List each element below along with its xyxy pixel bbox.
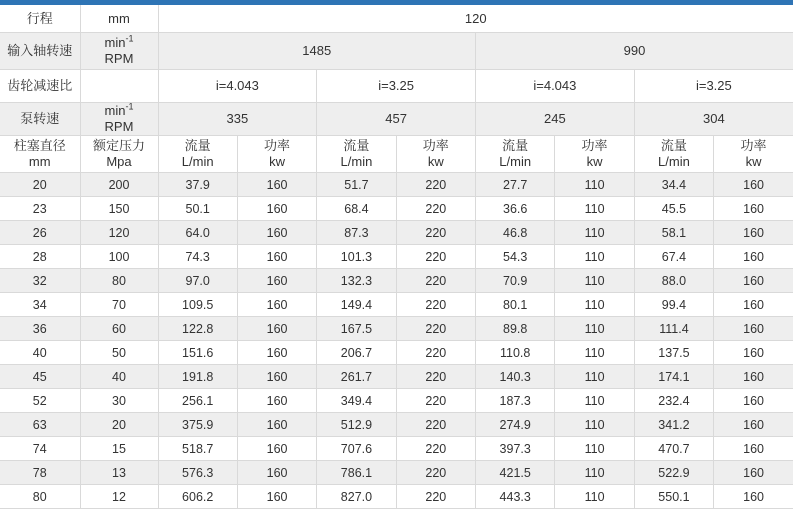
power-cell: 110 xyxy=(555,365,634,389)
plunger-diameter-cell: 23 xyxy=(0,197,80,221)
power-cell: 110 xyxy=(555,389,634,413)
power-header: 功率 kw xyxy=(237,136,316,173)
power-cell: 160 xyxy=(714,413,793,437)
table-row xyxy=(0,245,793,269)
plunger-diameter-cell: 63 xyxy=(0,413,80,437)
power-cell: 110 xyxy=(555,293,634,317)
flow-cell: 786.1 xyxy=(317,461,396,485)
gear-ratio-value: i=3.25 xyxy=(317,70,476,103)
power-cell: 110 xyxy=(555,413,634,437)
flow-cell: 132.3 xyxy=(317,269,396,293)
input-shaft-speed-label: 输入轴转速 xyxy=(0,33,80,70)
plunger-diameter-cell: 40 xyxy=(0,341,80,365)
power-cell: 160 xyxy=(714,365,793,389)
gear-ratio-unit-empty xyxy=(80,70,158,103)
rated-pressure-cell: 40 xyxy=(80,365,158,389)
flow-cell: 522.9 xyxy=(634,461,713,485)
flow-cell: 70.9 xyxy=(476,269,555,293)
power-cell: 220 xyxy=(396,485,475,509)
flow-cell: 206.7 xyxy=(317,341,396,365)
plunger-diameter-cell: 74 xyxy=(0,437,80,461)
power-cell: 160 xyxy=(237,389,316,413)
flow-cell: 67.4 xyxy=(634,245,713,269)
flow-cell: 137.5 xyxy=(634,341,713,365)
plunger-diameter-cell: 52 xyxy=(0,389,80,413)
flow-cell: 341.2 xyxy=(634,413,713,437)
power-cell: 220 xyxy=(396,413,475,437)
flow-cell: 101.3 xyxy=(317,245,396,269)
table-row xyxy=(0,485,793,509)
flow-cell: 34.4 xyxy=(634,173,713,197)
power-cell: 220 xyxy=(396,461,475,485)
flow-cell: 58.1 xyxy=(634,221,713,245)
flow-cell: 54.3 xyxy=(476,245,555,269)
power-cell: 160 xyxy=(714,485,793,509)
power-cell: 160 xyxy=(237,173,316,197)
power-cell: 110 xyxy=(555,269,634,293)
flow-cell: 707.6 xyxy=(317,437,396,461)
flow-cell: 443.3 xyxy=(476,485,555,509)
table-row xyxy=(0,221,793,245)
flow-cell: 109.5 xyxy=(158,293,237,317)
power-cell: 160 xyxy=(237,293,316,317)
input-shaft-speed-unit xyxy=(80,33,158,70)
rated-pressure-cell: 120 xyxy=(80,221,158,245)
flow-cell: 111.4 xyxy=(634,317,713,341)
pump-speed-value: 304 xyxy=(634,103,793,136)
gear-ratio-value: i=4.043 xyxy=(158,70,317,103)
flow-cell: 89.8 xyxy=(476,317,555,341)
flow-cell: 97.0 xyxy=(158,269,237,293)
power-cell: 160 xyxy=(714,269,793,293)
power-cell: 110 xyxy=(555,485,634,509)
power-cell: 220 xyxy=(396,293,475,317)
unit-superscript: -1 xyxy=(125,33,134,44)
flow-cell: 151.6 xyxy=(158,341,237,365)
power-cell: 160 xyxy=(237,461,316,485)
power-cell: 160 xyxy=(714,293,793,317)
plunger-diameter-cell: 20 xyxy=(0,173,80,197)
gear-ratio-row xyxy=(0,70,793,103)
rated-pressure-cell: 15 xyxy=(80,437,158,461)
table-row xyxy=(0,413,793,437)
plunger-diameter-cell: 36 xyxy=(0,317,80,341)
data-rows-body xyxy=(0,173,793,509)
power-cell: 160 xyxy=(237,485,316,509)
flow-cell: 74.3 xyxy=(158,245,237,269)
table-row xyxy=(0,173,793,197)
power-cell: 110 xyxy=(555,245,634,269)
gear-ratio-value: i=4.043 xyxy=(476,70,635,103)
flow-cell: 110.8 xyxy=(476,341,555,365)
power-cell: 160 xyxy=(714,389,793,413)
table-row xyxy=(0,389,793,413)
rated-pressure-cell: 80 xyxy=(80,269,158,293)
flow-cell: 87.3 xyxy=(317,221,396,245)
rated-pressure-cell: 12 xyxy=(80,485,158,509)
gear-ratio-label: 齿轮减速比 xyxy=(0,70,80,103)
rated-pressure-cell: 20 xyxy=(80,413,158,437)
unit-line2: RPM xyxy=(104,51,134,66)
rated-pressure-cell: 70 xyxy=(80,293,158,317)
table-row xyxy=(0,461,793,485)
power-header: 功率 kw xyxy=(396,136,475,173)
flow-cell: 274.9 xyxy=(476,413,555,437)
pump-speed-unit xyxy=(80,103,158,136)
pump-speed-label: 泵转速 xyxy=(0,103,80,136)
pump-spec-table xyxy=(0,5,793,509)
power-cell: 160 xyxy=(714,245,793,269)
stroke-row xyxy=(0,5,793,33)
flow-cell: 550.1 xyxy=(634,485,713,509)
flow-cell: 397.3 xyxy=(476,437,555,461)
power-cell: 160 xyxy=(237,365,316,389)
power-cell: 160 xyxy=(237,437,316,461)
power-cell: 110 xyxy=(555,197,634,221)
rated-pressure-cell: 30 xyxy=(80,389,158,413)
power-cell: 160 xyxy=(237,221,316,245)
unit-base: min xyxy=(104,103,126,118)
plunger-diameter-cell: 78 xyxy=(0,461,80,485)
power-cell: 160 xyxy=(714,197,793,221)
gear-ratio-value: i=3.25 xyxy=(634,70,793,103)
power-cell: 220 xyxy=(396,365,475,389)
stroke-value: 120 xyxy=(158,5,793,33)
rated-pressure-cell: 60 xyxy=(80,317,158,341)
input-shaft-speed-row xyxy=(0,33,793,70)
pump-speed-value: 335 xyxy=(158,103,317,136)
flow-cell: 256.1 xyxy=(158,389,237,413)
rated-pressure-cell: 50 xyxy=(80,341,158,365)
power-header: 功率 kw xyxy=(555,136,634,173)
flow-cell: 80.1 xyxy=(476,293,555,317)
flow-cell: 68.4 xyxy=(317,197,396,221)
flow-cell: 36.6 xyxy=(476,197,555,221)
power-header: 功率 kw xyxy=(714,136,793,173)
table-row xyxy=(0,293,793,317)
power-cell: 220 xyxy=(396,221,475,245)
power-cell: 110 xyxy=(555,221,634,245)
power-cell: 160 xyxy=(237,197,316,221)
table-row xyxy=(0,269,793,293)
power-cell: 220 xyxy=(396,341,475,365)
rated-pressure-cell: 200 xyxy=(80,173,158,197)
table-row xyxy=(0,437,793,461)
flow-cell: 64.0 xyxy=(158,221,237,245)
flow-header: 流量 L/min xyxy=(158,136,237,173)
stroke-unit: mm xyxy=(80,5,158,33)
flow-cell: 122.8 xyxy=(158,317,237,341)
table-row xyxy=(0,197,793,221)
plunger-diameter-header: 柱塞直径 mm xyxy=(0,136,80,173)
rated-pressure-header: 额定压力 Mpa xyxy=(80,136,158,173)
rated-pressure-cell: 13 xyxy=(80,461,158,485)
power-cell: 220 xyxy=(396,437,475,461)
power-cell: 160 xyxy=(237,245,316,269)
plunger-diameter-cell: 32 xyxy=(0,269,80,293)
plunger-diameter-cell: 34 xyxy=(0,293,80,317)
flow-header: 流量 L/min xyxy=(634,136,713,173)
flow-cell: 375.9 xyxy=(158,413,237,437)
flow-cell: 576.3 xyxy=(158,461,237,485)
plunger-diameter-cell: 28 xyxy=(0,245,80,269)
power-cell: 160 xyxy=(237,317,316,341)
power-cell: 220 xyxy=(396,245,475,269)
flow-cell: 51.7 xyxy=(317,173,396,197)
flow-cell: 518.7 xyxy=(158,437,237,461)
power-cell: 110 xyxy=(555,173,634,197)
flow-cell: 232.4 xyxy=(634,389,713,413)
flow-cell: 50.1 xyxy=(158,197,237,221)
input-shaft-speed-value: 1485 xyxy=(158,33,476,70)
pump-speed-value: 457 xyxy=(317,103,476,136)
rated-pressure-cell: 100 xyxy=(80,245,158,269)
input-shaft-speed-value: 990 xyxy=(476,33,793,70)
power-cell: 160 xyxy=(714,221,793,245)
power-cell: 220 xyxy=(396,269,475,293)
power-cell: 160 xyxy=(714,317,793,341)
flow-cell: 349.4 xyxy=(317,389,396,413)
power-cell: 220 xyxy=(396,389,475,413)
flow-cell: 37.9 xyxy=(158,173,237,197)
flow-cell: 191.8 xyxy=(158,365,237,389)
power-cell: 110 xyxy=(555,437,634,461)
power-cell: 160 xyxy=(237,341,316,365)
power-cell: 220 xyxy=(396,197,475,221)
pump-speed-value: 245 xyxy=(476,103,635,136)
unit-line2: RPM xyxy=(104,119,134,134)
unit-base: min xyxy=(104,35,126,50)
power-cell: 220 xyxy=(396,317,475,341)
flow-cell: 99.4 xyxy=(634,293,713,317)
plunger-diameter-cell: 45 xyxy=(0,365,80,389)
flow-cell: 167.5 xyxy=(317,317,396,341)
flow-cell: 88.0 xyxy=(634,269,713,293)
power-cell: 110 xyxy=(555,461,634,485)
flow-header: 流量 L/min xyxy=(476,136,555,173)
plunger-diameter-cell: 26 xyxy=(0,221,80,245)
flow-cell: 149.4 xyxy=(317,293,396,317)
flow-cell: 140.3 xyxy=(476,365,555,389)
flow-header: 流量 L/min xyxy=(317,136,396,173)
flow-cell: 174.1 xyxy=(634,365,713,389)
flow-cell: 512.9 xyxy=(317,413,396,437)
power-cell: 110 xyxy=(555,317,634,341)
flow-cell: 27.7 xyxy=(476,173,555,197)
power-cell: 160 xyxy=(714,461,793,485)
power-cell: 160 xyxy=(714,173,793,197)
pump-speed-row xyxy=(0,103,793,136)
power-cell: 160 xyxy=(714,341,793,365)
column-header-row xyxy=(0,136,793,173)
flow-cell: 470.7 xyxy=(634,437,713,461)
power-cell: 110 xyxy=(555,341,634,365)
flow-cell: 421.5 xyxy=(476,461,555,485)
flow-cell: 46.8 xyxy=(476,221,555,245)
flow-cell: 606.2 xyxy=(158,485,237,509)
flow-cell: 187.3 xyxy=(476,389,555,413)
power-cell: 160 xyxy=(714,437,793,461)
plunger-diameter-cell: 80 xyxy=(0,485,80,509)
flow-cell: 261.7 xyxy=(317,365,396,389)
unit-superscript: -1 xyxy=(125,102,134,112)
power-cell: 160 xyxy=(237,413,316,437)
table-row xyxy=(0,317,793,341)
table-row xyxy=(0,341,793,365)
power-cell: 220 xyxy=(396,173,475,197)
flow-cell: 827.0 xyxy=(317,485,396,509)
stroke-label: 行程 xyxy=(0,5,80,33)
flow-cell: 45.5 xyxy=(634,197,713,221)
power-cell: 160 xyxy=(237,269,316,293)
table-row xyxy=(0,365,793,389)
rated-pressure-cell: 150 xyxy=(80,197,158,221)
